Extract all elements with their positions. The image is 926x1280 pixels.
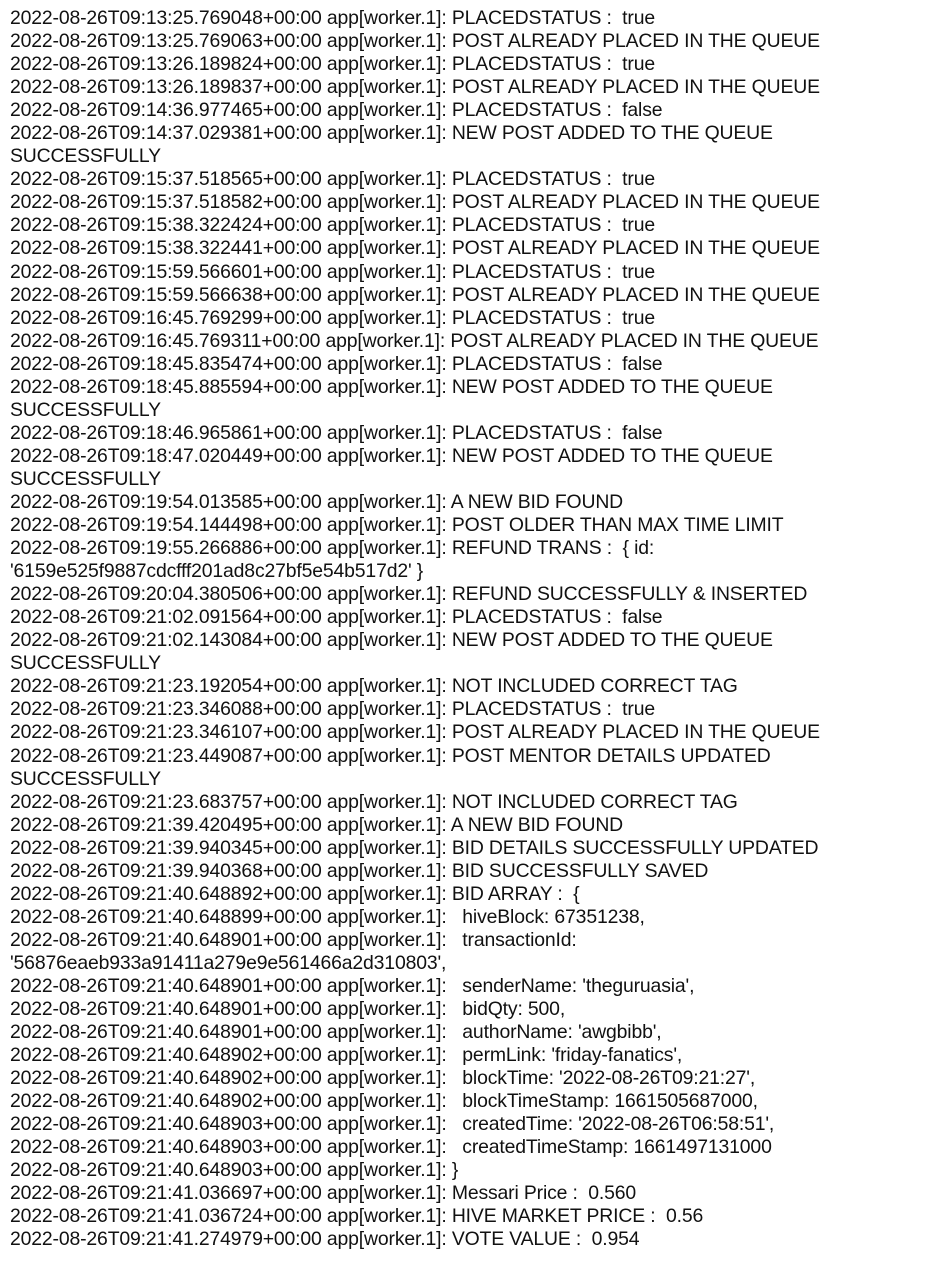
log-line: 2022-08-26T09:15:38.322424+00:00 app[worker.1]: PLACEDSTATUS : true	[10, 214, 655, 237]
log-line: 2022-08-26T09:21:41.036697+00:00 app[worker.1]: Messari Price : 0.560	[10, 1182, 637, 1205]
log-line: 2022-08-26T09:19:54.013585+00:00 app[worker.1]: A NEW BID FOUND	[10, 490, 624, 513]
log-line: 2022-08-26T09:21:39.420495+00:00 app[worker.1]: A NEW BID FOUND	[10, 813, 624, 836]
log-line: 2022-08-26T09:15:37.518565+00:00 app[worker.1]: PLACEDSTATUS : true	[10, 168, 655, 191]
log-line: 2022-08-26T09:21:40.648901+00:00 app[worker.1]: senderName: 'theguruasia',	[10, 974, 695, 997]
log-line: 2022-08-26T09:21:23.683757+00:00 app[worker.1]: NOT INCLUDED CORRECT TAG	[10, 790, 738, 813]
log-line: 2022-08-26T09:15:59.566601+00:00 app[worker.1]: PLACEDSTATUS : true	[10, 260, 655, 283]
log-line: 2022-08-26T09:15:37.518582+00:00 app[worker.1]: POST ALREADY PLACED IN THE QUEUE	[10, 191, 820, 214]
log-line: 2022-08-26T09:13:25.769063+00:00 app[worker.1]: POST ALREADY PLACED IN THE QUEUE	[10, 30, 820, 53]
log-line: 2022-08-26T09:21:40.648902+00:00 app[worker.1]: blockTimeStamp: 1661505687000,	[10, 1090, 758, 1113]
log-line: 2022-08-26T09:21:41.274979+00:00 app[worker.1]: VOTE VALUE : 0.954	[10, 1228, 640, 1251]
log-line: 2022-08-26T09:21:40.648892+00:00 app[worker.1]: BID ARRAY : {	[10, 882, 580, 905]
log-line: 2022-08-26T09:21:40.648901+00:00 app[worker.1]: authorName: 'awgbibb',	[10, 1021, 662, 1044]
log-line: 2022-08-26T09:13:26.189824+00:00 app[worker.1]: PLACEDSTATUS : true	[10, 53, 655, 76]
log-line: 2022-08-26T09:19:55.266886+00:00 app[worker.1]: REFUND TRANS : { id: '6159e525f9887cdcfff201ad8c27bf5e54b517d2' }	[10, 537, 660, 583]
log-line: 2022-08-26T09:16:45.769299+00:00 app[worker.1]: PLACEDSTATUS : true	[10, 306, 655, 329]
log-line: 2022-08-26T09:21:23.346107+00:00 app[worker.1]: POST ALREADY PLACED IN THE QUEUE	[10, 721, 820, 744]
log-output	[10, 7, 910, 1252]
log-line: 2022-08-26T09:20:04.380506+00:00 app[worker.1]: REFUND SUCCESSFULLY & INSERTED	[10, 583, 808, 606]
log-line: 2022-08-26T09:16:45.769311+00:00 app[worker.1]: POST ALREADY PLACED IN THE QUEUE	[10, 329, 819, 352]
log-line: 2022-08-26T09:21:23.346088+00:00 app[worker.1]: PLACEDSTATUS : true	[10, 698, 655, 721]
log-line: 2022-08-26T09:21:23.192054+00:00 app[worker.1]: NOT INCLUDED CORRECT TAG	[10, 675, 738, 698]
log-line: 2022-08-26T09:13:25.769048+00:00 app[worker.1]: PLACEDSTATUS : true	[10, 7, 655, 29]
log-line: 2022-08-26T09:15:59.566638+00:00 app[worker.1]: POST ALREADY PLACED IN THE QUEUE	[10, 283, 820, 306]
log-line: 2022-08-26T09:21:40.648902+00:00 app[worker.1]: blockTime: '2022-08-26T09:21:27',	[10, 1067, 756, 1090]
log-line: 2022-08-26T09:21:23.449087+00:00 app[worker.1]: POST MENTOR DETAILS UPDATED SUCCESSFULLY	[10, 744, 776, 790]
log-line: 2022-08-26T09:21:02.143084+00:00 app[worker.1]: NEW POST ADDED TO THE QUEUE SUCCESSFULLY	[10, 629, 779, 675]
log-line: 2022-08-26T09:18:46.965861+00:00 app[worker.1]: PLACEDSTATUS : false	[10, 421, 663, 444]
log-line: 2022-08-26T09:21:40.648903+00:00 app[worker.1]: createdTime: '2022-08-26T06:58:51',	[10, 1113, 775, 1136]
log-line: 2022-08-26T09:21:02.091564+00:00 app[worker.1]: PLACEDSTATUS : false	[10, 606, 663, 629]
log-line: 2022-08-26T09:21:40.648903+00:00 app[worker.1]: createdTimeStamp: 1661497131000	[10, 1136, 772, 1159]
log-line: 2022-08-26T09:13:26.189837+00:00 app[worker.1]: POST ALREADY PLACED IN THE QUEUE	[10, 76, 820, 99]
log-line: 2022-08-26T09:21:41.036724+00:00 app[worker.1]: HIVE MARKET PRICE : 0.56	[10, 1205, 704, 1228]
log-line: 2022-08-26T09:19:54.144498+00:00 app[worker.1]: POST OLDER THAN MAX TIME LIMIT	[10, 514, 784, 537]
log-line: 2022-08-26T09:14:36.977465+00:00 app[worker.1]: PLACEDSTATUS : false	[10, 99, 663, 122]
log-line: 2022-08-26T09:21:39.940345+00:00 app[worker.1]: BID DETAILS SUCCESSFULLY UPDATED	[10, 836, 819, 859]
log-line: 2022-08-26T09:18:47.020449+00:00 app[worker.1]: NEW POST ADDED TO THE QUEUE SUCCESSFULLY	[10, 444, 779, 490]
log-line: 2022-08-26T09:14:37.029381+00:00 app[worker.1]: NEW POST ADDED TO THE QUEUE SUCCESSFULLY	[10, 122, 779, 168]
log-line: 2022-08-26T09:15:38.322441+00:00 app[worker.1]: POST ALREADY PLACED IN THE QUEUE	[10, 237, 820, 260]
log-line: 2022-08-26T09:18:45.835474+00:00 app[worker.1]: PLACEDSTATUS : false	[10, 352, 663, 375]
log-line: 2022-08-26T09:21:39.940368+00:00 app[worker.1]: BID SUCCESSFULLY SAVED	[10, 859, 709, 882]
log-line: 2022-08-26T09:21:40.648901+00:00 app[worker.1]: transactionId: '56876eaeb933a91411a279e9e561466a2d310803',	[10, 928, 582, 974]
log-line: 2022-08-26T09:21:40.648901+00:00 app[worker.1]: bidQty: 500,	[10, 998, 566, 1021]
log-line: 2022-08-26T09:21:40.648899+00:00 app[worker.1]: hiveBlock: 67351238,	[10, 905, 645, 928]
log-line: 2022-08-26T09:21:40.648903+00:00 app[worker.1]: }	[10, 1159, 459, 1182]
log-line: 2022-08-26T09:21:40.648902+00:00 app[worker.1]: permLink: 'friday-fanatics',	[10, 1044, 683, 1067]
log-line: 2022-08-26T09:18:45.885594+00:00 app[worker.1]: NEW POST ADDED TO THE QUEUE SUCCESSFULLY	[10, 375, 779, 421]
